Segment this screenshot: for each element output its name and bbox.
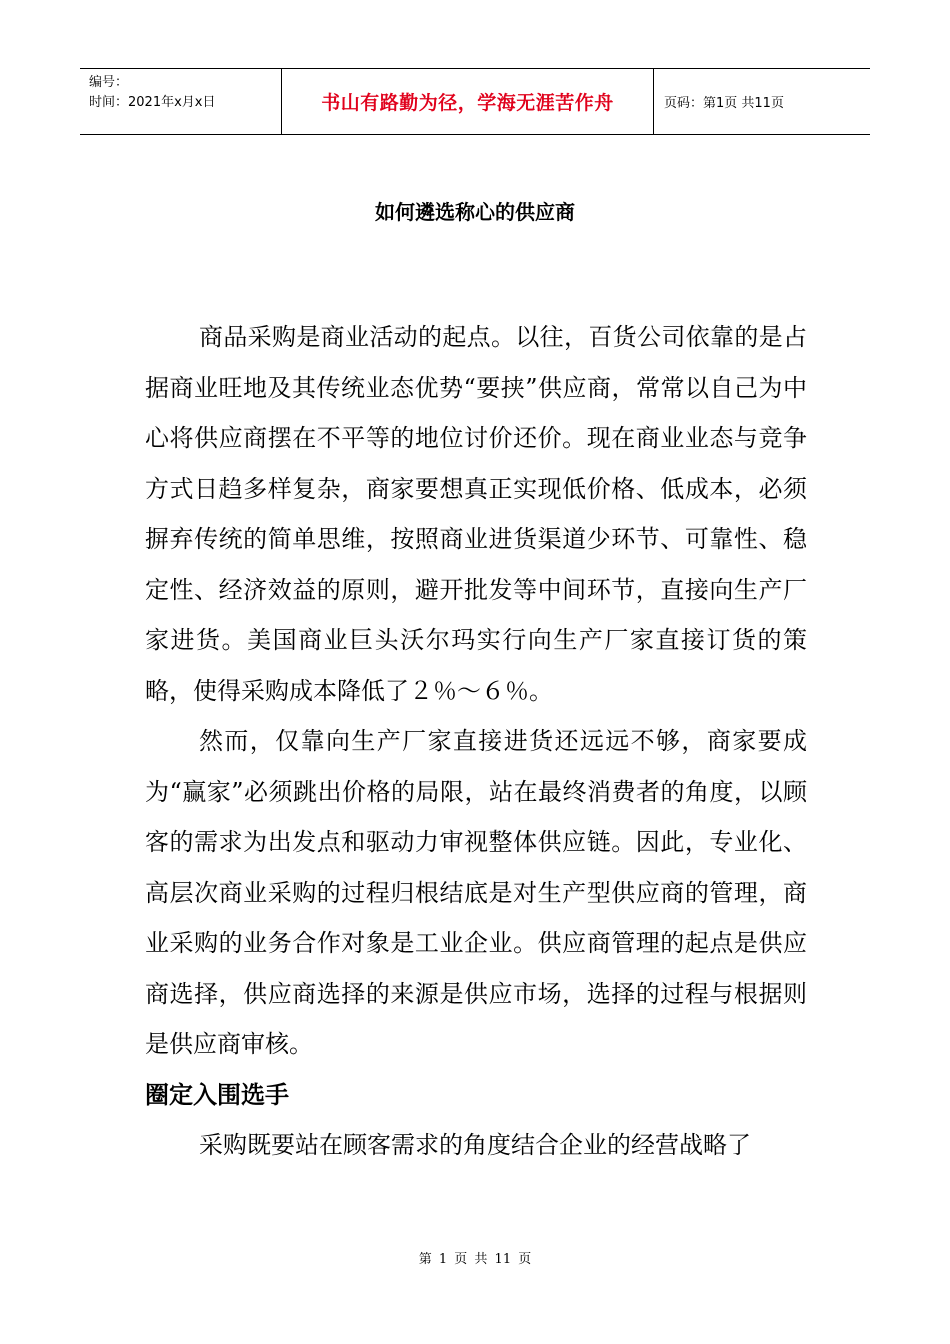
header-meta-cell [80,69,282,134]
paragraph-2: 然而，仅靠向生产厂家直接进货还远远不够，商家要成为“赢家”必须跳出价格的局限，站在最终消费者的角度，以顾客的需求为出发点和驱动力审视整体供应链。因此，专业化、高层次商业采购的过程归根结底是对生产型供应商的管理，商业采购的业务合作对象是工业企业。供应商管理的起点是供应商选择，供应商选择的来源是供应市场，选择的过程与根据则是供应商审核。 [145,727,807,1058]
document-title: 如何遴选称心的供应商 [375,200,575,224]
motto-text: 书山有路勤为径，学海无涯苦作舟 [321,92,614,114]
document-body [145,312,807,1171]
page-footer: 第 1 页 共 11 页 [418,1252,532,1267]
paragraph-3: 采购既要站在顾客需求的角度结合企业的经营战略了 [199,1131,751,1159]
section-heading: 圈定入围选手 [145,1080,289,1109]
page-info: 页码：第1页 共11页 [664,96,784,111]
header-motto-cell [282,69,654,134]
header-table [80,68,870,135]
time-label: 时间：2021年x月x日 [89,95,216,110]
paragraph-1: 商品采购是商业活动的起点。以往，百货公司依靠的是占据商业旺地及其传统业态优势“要挟”供应商，常常以自己为中心将供应商摆在不平等的地位讨价还价。现在商业业态与竞争方式日趋多样复杂，商家要想真正实现低价格、低成本，必须摒弃传统的简单思维，按照商业进货渠道少环节、可靠性、稳定性、经济效益的原则，避开批发等中间环节，直接向生产厂家进货。美国商业巨头沃尔玛实行向生产厂家直接订货的策略，使得采购成本降低了２％～６％。 [145,323,807,705]
header-page-cell [654,69,870,134]
number-label: 编号： [89,75,129,90]
